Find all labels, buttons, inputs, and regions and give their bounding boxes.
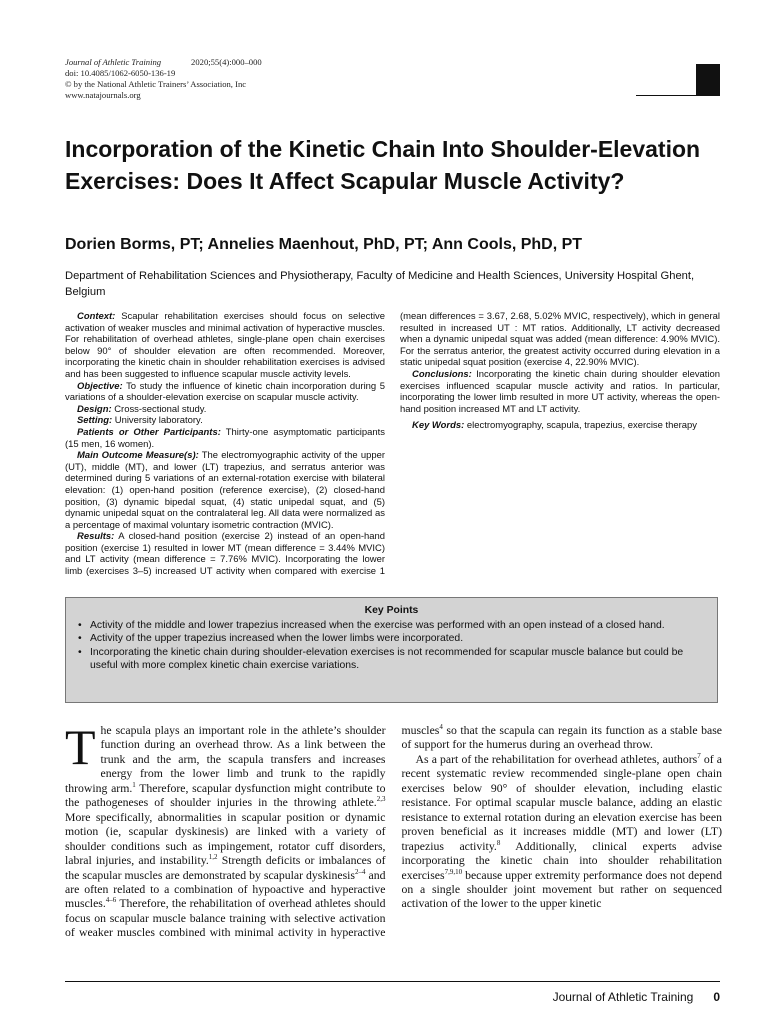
journal-volume: 2020;55(4):000–000 xyxy=(191,57,262,67)
header-rule xyxy=(636,95,720,96)
citation: 2,3 xyxy=(376,795,386,804)
citation: 7 xyxy=(697,752,701,760)
drop-cap: T xyxy=(65,719,96,775)
citation: 7,9,10 xyxy=(444,867,463,876)
abstract-label: Design: xyxy=(77,403,112,415)
key-points-list xyxy=(78,619,705,673)
article-body xyxy=(65,719,723,968)
abstract-label: Objective: xyxy=(77,380,123,392)
abstract-objective: Objective: To study the influence of kinetic chain incorporation during 5 variations of a shoulder-elevation exercise on scapular muscle activity. xyxy=(65,380,385,404)
key-points-heading: Key Points xyxy=(364,605,419,616)
abstract-setting: Setting: University laboratory. xyxy=(77,415,203,427)
copyright: © by the National Athletic Trainers’ Association, Inc xyxy=(65,79,247,89)
citation: 2–4 xyxy=(355,867,366,876)
footer-journal: Journal of Athletic Training xyxy=(552,990,694,1004)
abstract-label: Key Words: xyxy=(412,420,465,432)
doi: doi: 10.4085/1062-6050-136-19 xyxy=(65,68,176,78)
abstract-participants: Patients or Other Participants: Thirty-one asymptomatic participants (15 men, 16 women). xyxy=(65,426,385,450)
body-paragraph: As a part of the rehabilitation for overhead athletes, authors$^7$ of a recent systematic review recommended single-plane open chain exercises below 90° of shoulder elevation, including elastic resistance. For optimal scapular muscle balance, adding an elastic resistance to external rotation during an elevation exercise has been proven beneficial as it increases middle (MT) and lower (LT) trapezius activity.$^8$ Additionally, clinical experts advise incorporating the kinetic chain into shoulder rehabilitation exercises$^{7,9,10}$ because upper extremity performance does not depend on a single shoulder joint movement but rather on sequenced activation of the lower to the upper kinetic xyxy=(401,752,723,911)
corner-block xyxy=(696,64,720,95)
abstract-label: Context: xyxy=(77,311,116,322)
abstract-label: Results: xyxy=(77,531,115,543)
abstract-measures: Main Outcome Measure(s): The electromyographic activity of the upper (UT), middle (MT), and lower (LT) trapezius, and serratus anterior was determined during 5 variations of an external-rotation exercise with bilateral elevation: (1) open-hand position (reference exercise), (2) closed-hand position, (3) dynamic bipedal squat, (4) static unipedal squat, and (5) dynamic unipedal squat on the contralateral leg. All data were normalized as a percentage of maximal voluntary isometric contraction (MVIC). xyxy=(65,450,385,531)
citation: 1,2 xyxy=(208,853,218,862)
abstract-label: Main Outcome Measure(s): xyxy=(77,450,199,462)
key-point: • Activity of the middle and lower trapezius increased when the exercise was performed with an open instead of a closed hand. xyxy=(78,619,705,633)
citation: 1 xyxy=(132,780,136,789)
abstract-keywords: Key Words: electromyography, scapula, trapezius, exercise therapy xyxy=(412,420,697,432)
citation: 4–6 xyxy=(105,896,117,905)
abstract-context: Context: Scapular rehabilitation exercises should focus on selective activation of weaker muscles and minimal activation of hyperactive muscles. For rehabilitation of overhead athletes, single-plane open chain exercises below 90° of shoulder elevation are often recommended. Moreover, incorporating the kinetic chain in shoulder rehabilitation exercises is advised and has been suggested to influence scapular muscle activity levels. xyxy=(65,311,386,380)
abstract-label: Setting: xyxy=(77,415,113,427)
key-points-box xyxy=(65,597,718,703)
journal-header xyxy=(65,57,262,101)
key-point: • Activity of the upper trapezius increased when the lower limbs were incorporated. xyxy=(78,632,705,646)
page-footer xyxy=(553,990,720,1004)
page-number: 0 xyxy=(713,990,720,1004)
abstract-design: Design: Cross-sectional study. xyxy=(77,403,207,415)
key-point: • Incorporating the kinetic chain during shoulder-elevation exercises is not recommended for scapular muscle balance but could be useful with more complex kinetic chain exercise variations. xyxy=(78,646,705,673)
abstract-conclusions: Conclusions: Incorporating the kinetic chain during shoulder elevation exercises influenced scapular muscle activity and ratios. In particular, incorporating the lower limb resulted in more UT activity, whereas the open-hand position increased MT and LT activity. xyxy=(400,368,720,415)
affiliation: Department of Rehabilitation Sciences and Physiotherapy, Faculty of Medicine and Health Sciences, University Hospital Ghent, Belgium xyxy=(65,270,695,298)
article-title: Incorporation of the Kinetic Chain Into Shoulder-Elevation Exercises: Does It Affect Scapular Muscle Activity? xyxy=(65,136,701,194)
body-paragraph: The scapula plays an important role in the athlete’s shoulder function during an overhead throw. As a link between the trunk and the arm, the scapula transfers and increases energy from the lower limb and trunk to the rapidly throwing arm.$^1$ Therefore, scapular dysfunction might contribute to the pathogeneses of shoulder injuries in the throwing athlete.$^{2,3}$ More specifically, abnormalities in scapular position or dynamic motion (ie, scapular dyskinesis) are linked with a variety of shoulder conditions such as impingement, rotator cuff disorders, labral injuries, and instability.$^{1,2}$ Strength deficits or imbalances of the scapular muscles are demonstrated by scapular dyskinesis$^{2-4}$ and are often related to a combination of hypoactive and hyperactive muscles.$^{4-6}$ Therefore, the rehabilitation of overhead athletes should focus on scapular muscle balance training with selective activation of weaker muscles combined with minimal activity in hyperactive muscles$^4$ so that the scapula can regain its function as a stable base of support for the humerus during an overhead throw. xyxy=(65,719,722,940)
abstract xyxy=(65,311,720,589)
journal-name: Journal of Athletic Training xyxy=(65,57,162,67)
citation: 4 xyxy=(439,723,443,732)
footer-rule xyxy=(65,981,720,982)
abstract-label: Conclusions: xyxy=(412,368,472,380)
citation: 8 xyxy=(496,838,501,847)
abstract-label: Patients or Other Participants: xyxy=(77,426,221,438)
journal-url: www.natajournals.org xyxy=(65,90,141,100)
abstract-results: Results: A closed-hand position (exercise 2) instead of an open-hand position (exercise 1) resulted in lower MT (mean difference = 3.44% MVIC) and LT activity (mean difference = 7.76% MVIC). Incorporating the lower limb (exercises 3–5) increased UT activity when compared with exercise 1 (mean differences = 3.67, 2.68, 5.02% MVIC, respectively), which in general resulted in increased UT : MT ratios. Additionally, LT activity decreased when a dynamic unipedal squat was added (mean difference: 4.90% MVIC). For the serratus anterior, the greatest activity occurred during elevation in a static unipedal squat position (exercise 4, 22.90% MVIC). xyxy=(65,311,720,578)
author-list: Dorien Borms, PT; Annelies Maenhout, PhD, PT; Ann Cools, PhD, PT xyxy=(65,236,583,253)
